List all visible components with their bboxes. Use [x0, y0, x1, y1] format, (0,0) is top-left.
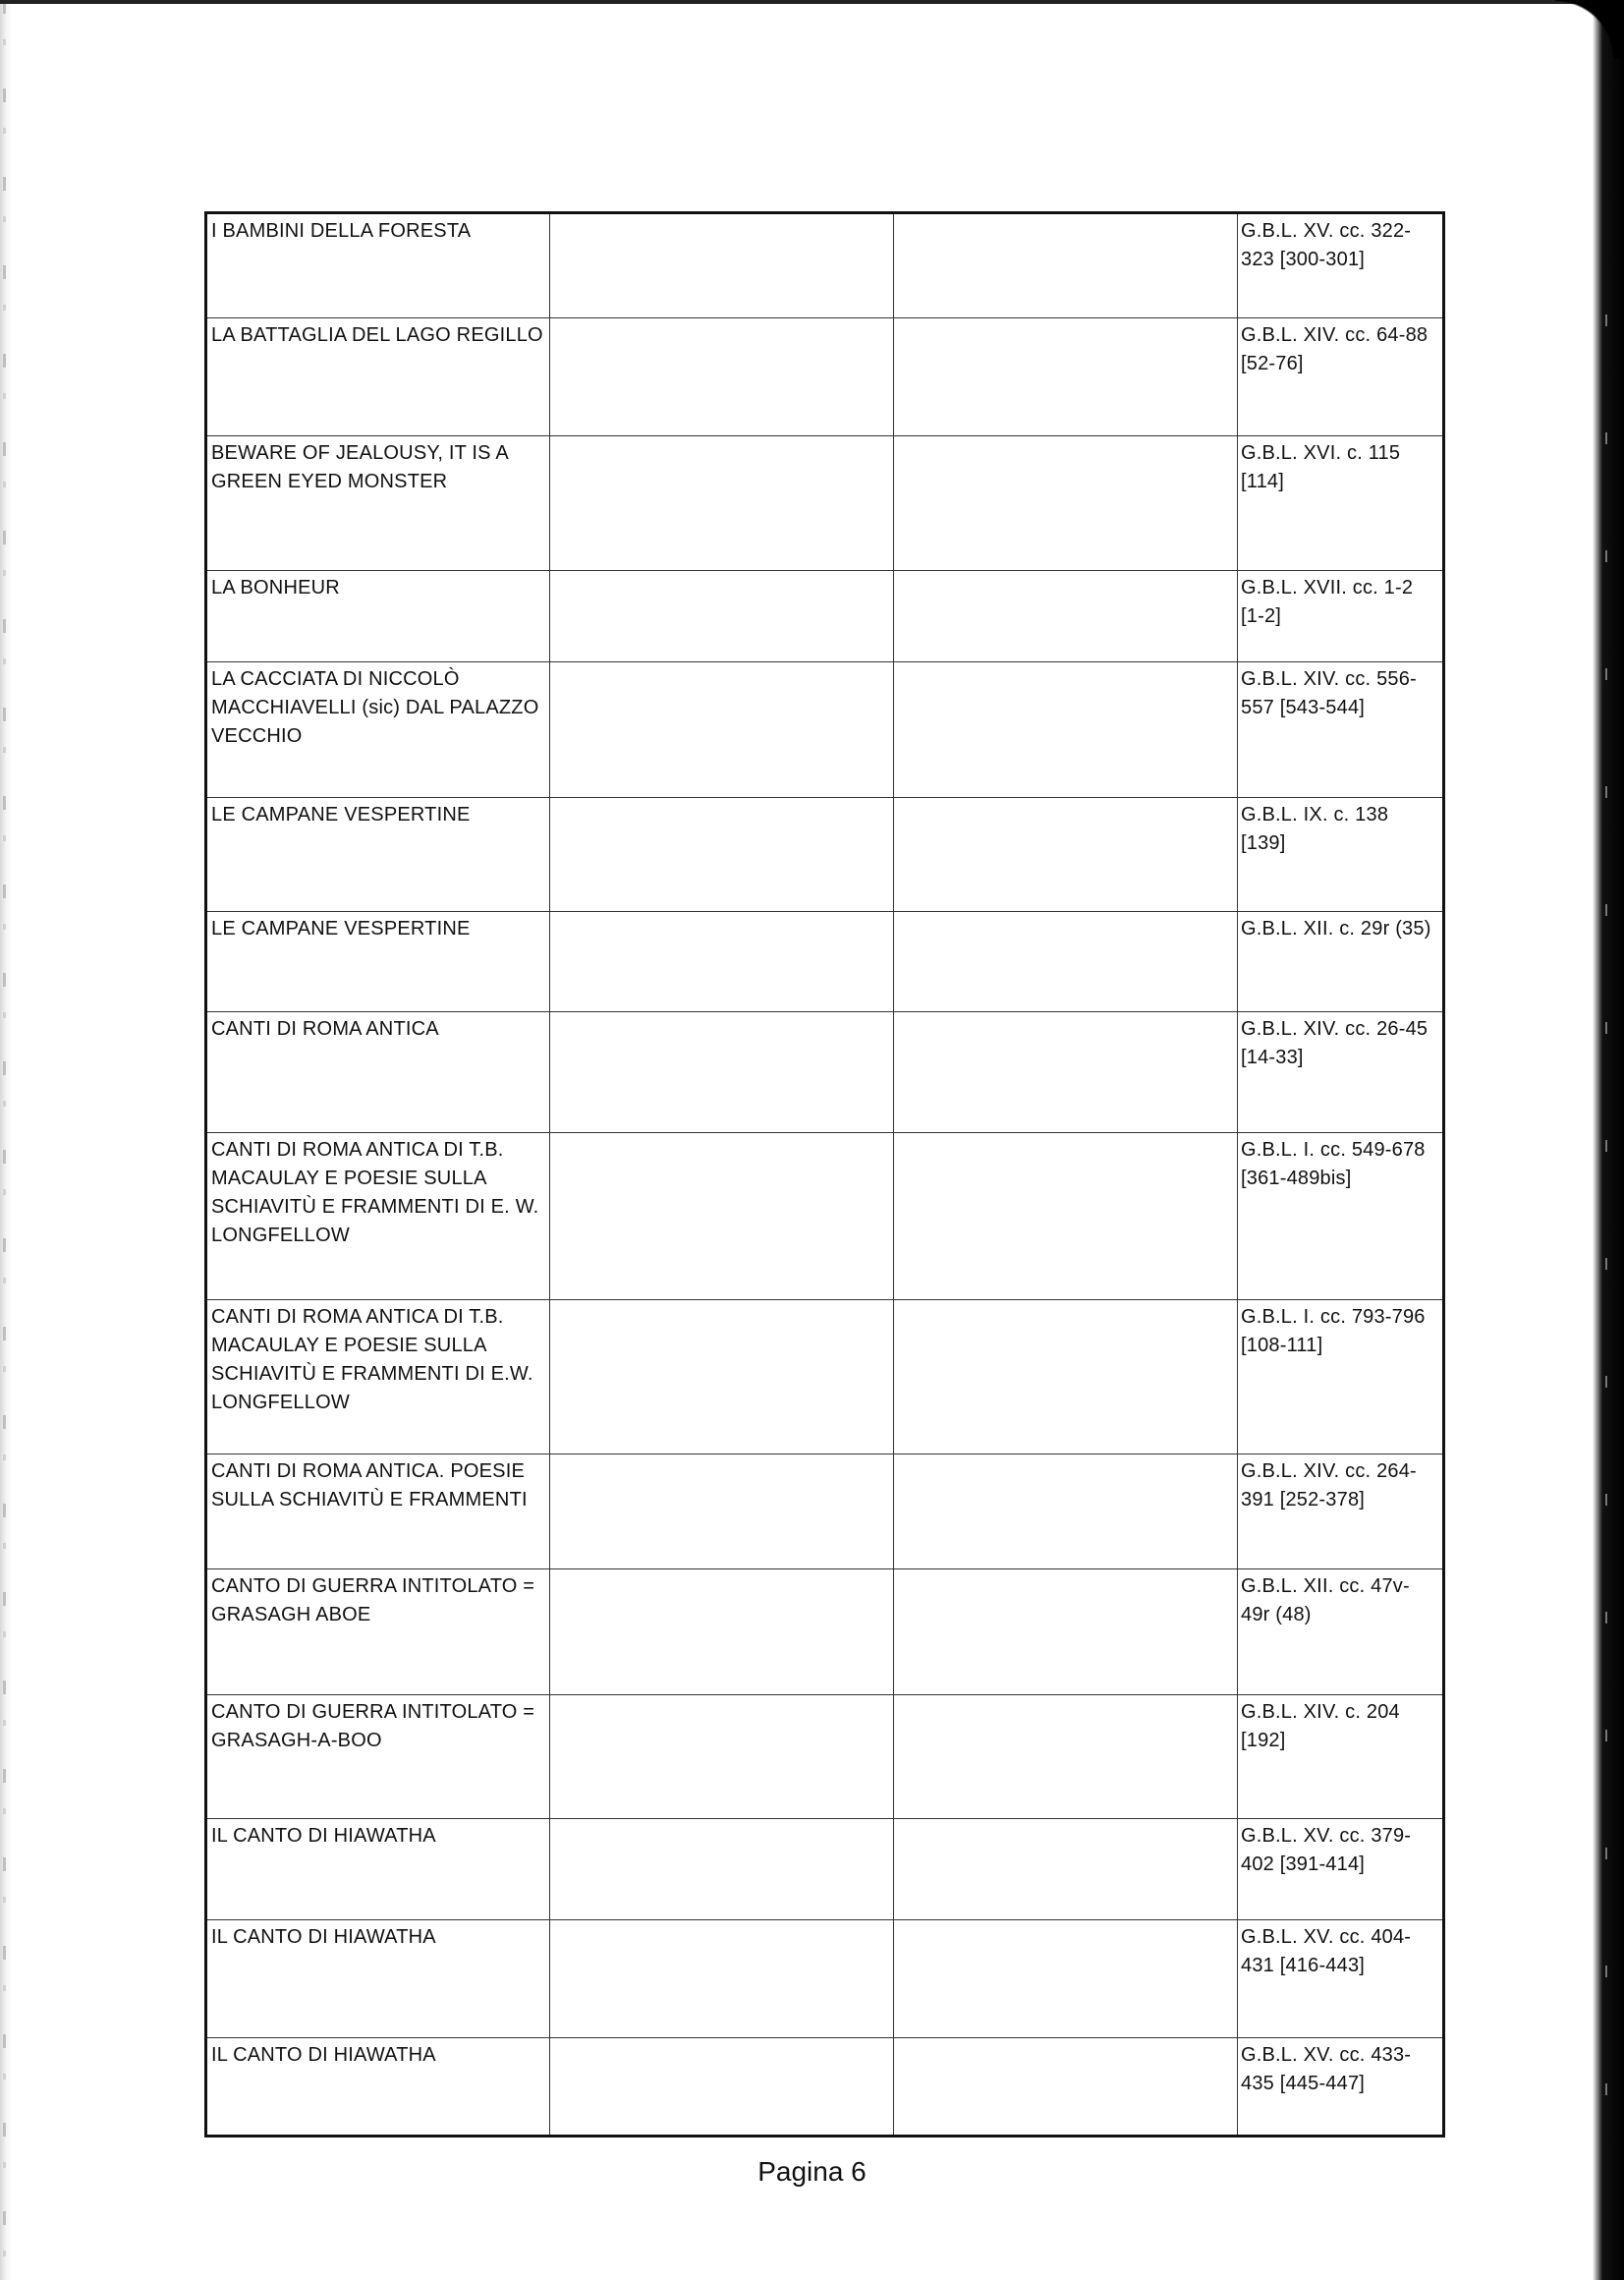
scan-right-corner: [1555, 0, 1624, 59]
blank-cell: [894, 1920, 1238, 2038]
blank-cell: [894, 1569, 1238, 1695]
table-row: [206, 571, 1444, 662]
blank-cell: [550, 798, 894, 912]
page-number: Pagina 6: [757, 2156, 867, 2187]
table-row: [206, 1569, 1444, 1695]
table-row: [206, 2038, 1444, 2137]
blank-cell: [894, 1454, 1238, 1569]
title-cell: CANTO DI GUERRA INTITOLATO = GRASAGH-A-BOO: [206, 1695, 550, 1819]
title-cell: CANTO DI GUERRA INTITOLATO = GRASAGH ABOE: [206, 1569, 550, 1695]
table-row: [206, 1920, 1444, 2038]
table-row: [206, 436, 1444, 571]
blank-cell: [550, 1920, 894, 2038]
location-cell: G.B.L. XVII. cc. 1-2 [1-2]: [1238, 571, 1444, 662]
table-row: [206, 318, 1444, 436]
location-cell: G.B.L. XII. c. 29r (35): [1238, 912, 1444, 1012]
blank-cell: [894, 662, 1238, 798]
title-cell: CANTI DI ROMA ANTICA DI T.B. MACAULAY E POESIE SULLA SCHIAVITÙ E FRAMMENTI DI E. W. LONGFELLOW: [206, 1133, 550, 1300]
blank-cell: [550, 1012, 894, 1133]
location-cell: G.B.L. XIV. cc. 64-88 [52-76]: [1238, 318, 1444, 436]
location-cell: G.B.L. XII. cc. 47v-49r (48): [1238, 1569, 1444, 1695]
title-cell: CANTI DI ROMA ANTICA: [206, 1012, 550, 1133]
blank-cell: [550, 213, 894, 318]
blank-cell: [550, 1300, 894, 1454]
blank-cell: [894, 2038, 1238, 2137]
location-cell: G.B.L. XIV. cc. 556-557 [543-544]: [1238, 662, 1444, 798]
table-row: [206, 1454, 1444, 1569]
table-row: [206, 1695, 1444, 1819]
scan-left-marks: [3, 0, 6, 2280]
scan-top-edge: [0, 0, 1592, 4]
scan-left-edge: [0, 0, 22, 2280]
title-cell: LE CAMPANE VESPERTINE: [206, 912, 550, 1012]
title-cell: LA CACCIATA DI NICCOLÒ MACCHIAVELLI (sic) DAL PALAZZO VECCHIO: [206, 662, 550, 798]
blank-cell: [550, 1454, 894, 1569]
blank-cell: [550, 571, 894, 662]
table-row: [206, 1819, 1444, 1920]
title-cell: CANTI DI ROMA ANTICA. POESIE SULLA SCHIAVITÙ E FRAMMENTI: [206, 1454, 550, 1569]
blank-cell: [894, 1012, 1238, 1133]
title-cell: CANTI DI ROMA ANTICA DI T.B. MACAULAY E POESIE SULLA SCHIAVITÙ E FRAMMENTI DI E.W. LONGFELLOW: [206, 1300, 550, 1454]
title-cell: LA BONHEUR: [206, 571, 550, 662]
blank-cell: [550, 1819, 894, 1920]
location-cell: G.B.L. XIV. cc. 264-391 [252-378]: [1238, 1454, 1444, 1569]
table-row: [206, 912, 1444, 1012]
location-cell: G.B.L. IX. c. 138 [139]: [1238, 798, 1444, 912]
title-cell: IL CANTO DI HIAWATHA: [206, 1920, 550, 2038]
blank-cell: [550, 662, 894, 798]
blank-cell: [894, 1695, 1238, 1819]
table-row: [206, 213, 1444, 318]
blank-cell: [550, 912, 894, 1012]
table-row: [206, 1133, 1444, 1300]
blank-cell: [894, 912, 1238, 1012]
location-cell: G.B.L. I. cc. 549-678 [361-489bis]: [1238, 1133, 1444, 1300]
blank-cell: [550, 1569, 894, 1695]
blank-cell: [894, 1300, 1238, 1454]
location-cell: G.B.L. XV. cc. 433-435 [445-447]: [1238, 2038, 1444, 2137]
records-table: [204, 211, 1445, 2138]
title-cell: I BAMBINI DELLA FORESTA: [206, 213, 550, 318]
blank-cell: [550, 318, 894, 436]
blank-cell: [894, 318, 1238, 436]
blank-cell: [894, 1133, 1238, 1300]
blank-cell: [550, 1133, 894, 1300]
table-row: [206, 662, 1444, 798]
title-cell: LE CAMPANE VESPERTINE: [206, 798, 550, 912]
title-cell: LA BATTAGLIA DEL LAGO REGILLO: [206, 318, 550, 436]
blank-cell: [894, 571, 1238, 662]
title-cell: BEWARE OF JEALOUSY, IT IS A GREEN EYED MONSTER: [206, 436, 550, 571]
title-cell: IL CANTO DI HIAWATHA: [206, 2038, 550, 2137]
blank-cell: [894, 1819, 1238, 1920]
scan-right-edge: [1585, 0, 1624, 2280]
table-row: [206, 1012, 1444, 1133]
title-cell: IL CANTO DI HIAWATHA: [206, 1819, 550, 1920]
location-cell: G.B.L. I. cc. 793-796 [108-111]: [1238, 1300, 1444, 1454]
location-cell: G.B.L. XVI. c. 115 [114]: [1238, 436, 1444, 571]
location-cell: G.B.L. XIV. c. 204 [192]: [1238, 1695, 1444, 1819]
blank-cell: [894, 213, 1238, 318]
location-cell: G.B.L. XIV. cc. 26-45 [14-33]: [1238, 1012, 1444, 1133]
table-row: [206, 798, 1444, 912]
blank-cell: [550, 436, 894, 571]
location-cell: G.B.L. XV. cc. 379-402 [391-414]: [1238, 1819, 1444, 1920]
blank-cell: [894, 798, 1238, 912]
blank-cell: [550, 2038, 894, 2137]
blank-cell: [550, 1695, 894, 1819]
blank-cell: [894, 436, 1238, 571]
location-cell: G.B.L. XV. cc. 322-323 [300-301]: [1238, 213, 1444, 318]
table-row: [206, 1300, 1444, 1454]
location-cell: G.B.L. XV. cc. 404-431 [416-443]: [1238, 1920, 1444, 2038]
scan-right-marks: [1605, 314, 1607, 2182]
